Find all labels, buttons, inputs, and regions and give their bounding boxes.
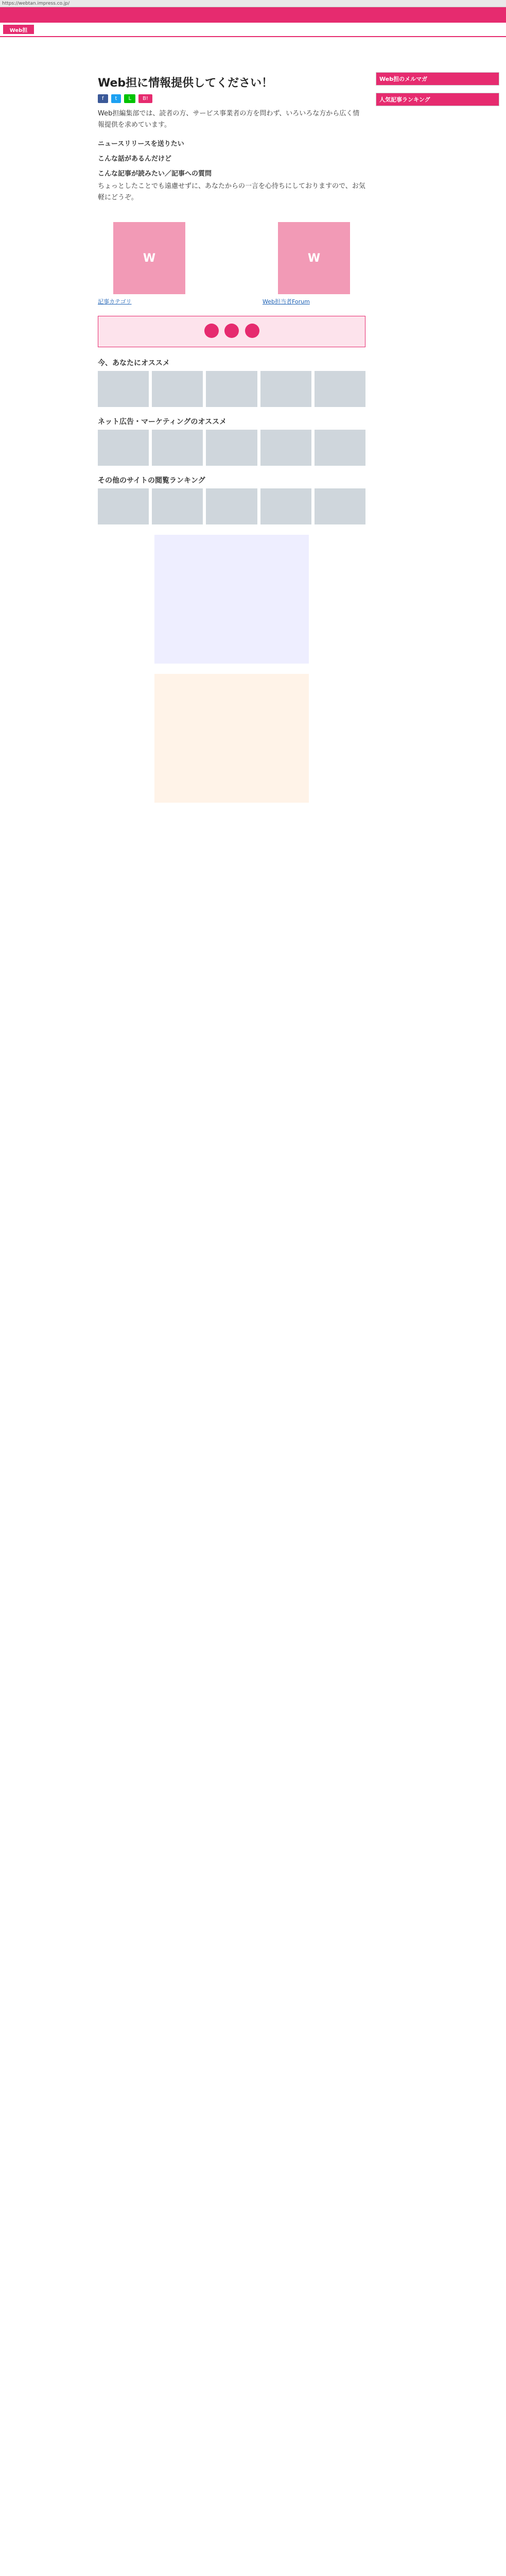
section-title: こんな記事が読みたい／記事への質問: [98, 170, 212, 178]
related-caption[interactable]: 記事カテゴリ: [98, 298, 132, 305]
recommend-thumb[interactable]: [206, 371, 257, 407]
related-item[interactable]: [98, 219, 201, 306]
share-line-button[interactable]: L: [124, 94, 135, 103]
share-buttons: [98, 94, 365, 103]
global-nav: [0, 23, 506, 37]
other-thumb[interactable]: [315, 488, 365, 524]
other-grid: [98, 488, 365, 524]
other-thumb[interactable]: [152, 488, 203, 524]
net-thumb[interactable]: [315, 430, 365, 466]
related-item[interactable]: [263, 219, 365, 306]
ad-banner[interactable]: [154, 674, 309, 803]
site-logo[interactable]: Web担: [3, 25, 34, 34]
other-thumb[interactable]: [206, 488, 257, 524]
recommend-thumb[interactable]: [260, 371, 311, 407]
related-caption[interactable]: Web担当者Forum: [263, 298, 310, 305]
facebook-icon[interactable]: [204, 324, 219, 338]
top-banner: [0, 7, 506, 23]
net-thumb[interactable]: [152, 430, 203, 466]
related-thumbnail[interactable]: W: [278, 222, 350, 294]
net-grid: [98, 430, 365, 466]
other-thumb[interactable]: [98, 488, 149, 524]
net-thumb[interactable]: [260, 430, 311, 466]
share-hatena-button[interactable]: B!: [138, 94, 152, 103]
recommend-grid: [98, 371, 365, 407]
section-title: こんな話があるんだけど: [98, 155, 172, 163]
share-facebook-button[interactable]: f: [98, 94, 108, 103]
ad-banner[interactable]: [154, 535, 309, 664]
sidebar-box: [376, 93, 499, 106]
article-closing: ちょっとしたことでも遠慮せずに、あなたからの一言を心待ちにしておりますので、お気軽にどうぞ。: [98, 182, 365, 201]
related-articles: [98, 219, 365, 306]
recommend-thumb[interactable]: [315, 371, 365, 407]
sidebar-box-title: 人気記事ランキング: [376, 93, 499, 106]
other-heading: その他のサイトの閲覧ランキング: [98, 477, 205, 485]
related-thumbnail[interactable]: W: [113, 222, 185, 294]
recommend-thumb[interactable]: [98, 371, 149, 407]
sidebar-box-title: Web担のメルマガ: [376, 73, 499, 85]
twitter-icon[interactable]: [224, 324, 239, 338]
recommend-heading: 今、あなたにオススメ: [98, 359, 170, 367]
recommend-thumb[interactable]: [152, 371, 203, 407]
rss-icon[interactable]: [245, 324, 259, 338]
browser-address-bar[interactable]: https://webtan.impress.co.jp/: [0, 0, 506, 7]
section-title: ニュースリリースを送りたい: [98, 140, 184, 148]
share-twitter-button[interactable]: t: [111, 94, 121, 103]
net-heading: ネット広告・マーケティングのオススメ: [98, 418, 227, 426]
article-intro: Web担編集部では、読者の方、サービス事業者の方を問わず、いろいろな方から広く情報提供を求めています。: [98, 110, 360, 129]
other-thumb[interactable]: [260, 488, 311, 524]
sidebar: [376, 72, 499, 113]
social-follow-box: [98, 316, 365, 347]
article-title: Web担に情報提供してください！: [98, 77, 273, 90]
article-main: [98, 72, 365, 813]
sidebar-box: [376, 72, 499, 86]
net-thumb[interactable]: [98, 430, 149, 466]
net-thumb[interactable]: [206, 430, 257, 466]
